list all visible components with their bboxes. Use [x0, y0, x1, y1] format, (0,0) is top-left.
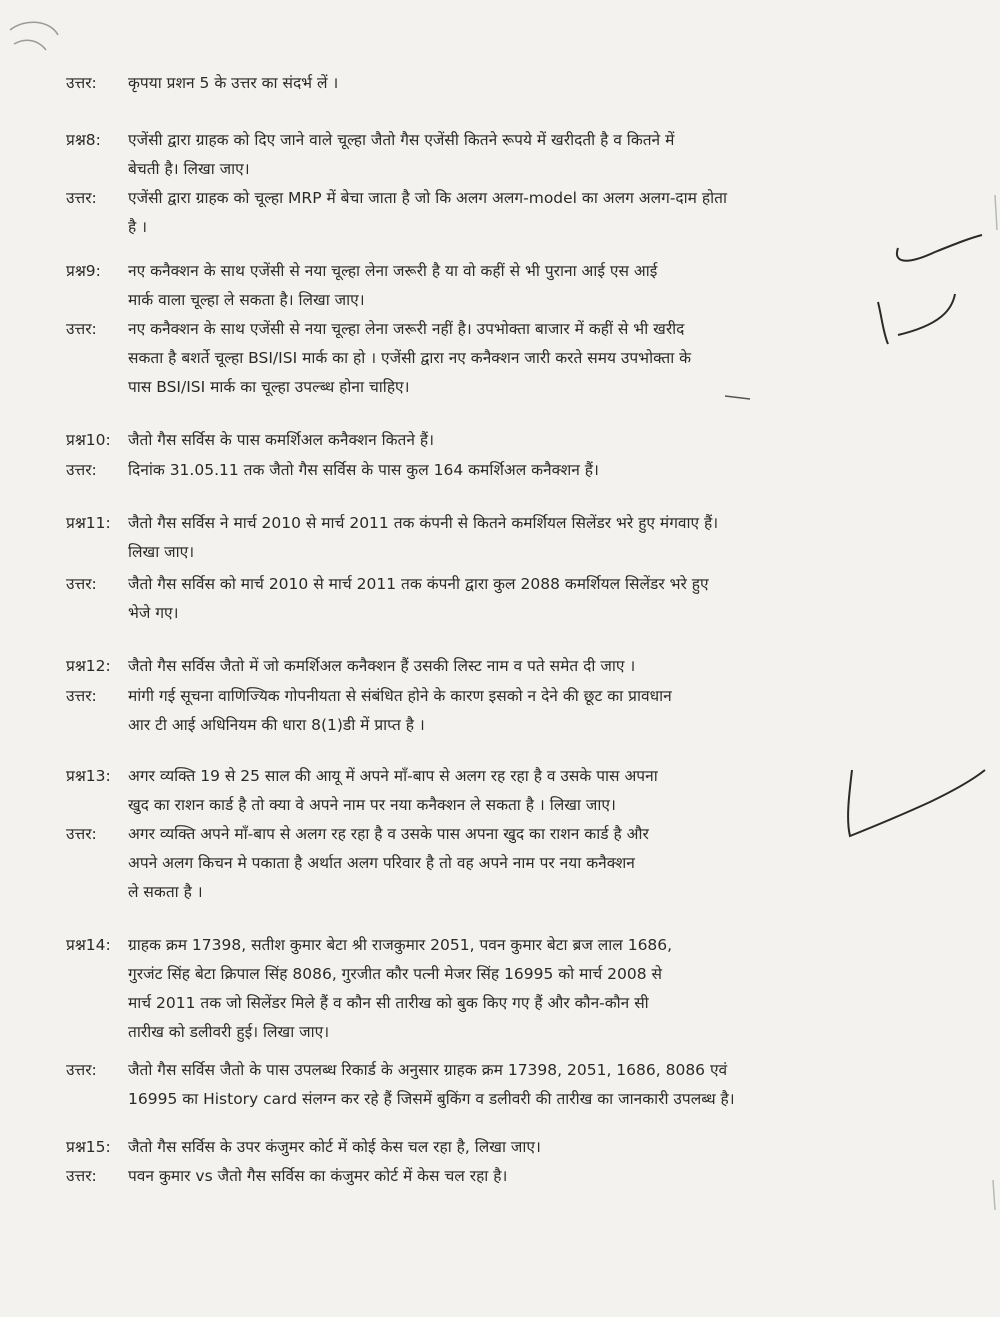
block-label: प्रश्न12:: [66, 657, 111, 675]
block-text: [128, 1162, 914, 1191]
block-label: उत्तर:: [66, 189, 97, 207]
text-line: मांगी गई सूचना वाणिज्यिक गोपनीयता से संबंधित होने के कारण इसको न देने की छूट का प्रावधान: [128, 687, 672, 705]
text-line: मार्क वाला चूल्हा ले सकता है। लिखा जाए।: [128, 291, 365, 309]
block-text: [128, 315, 914, 402]
block-label: प्रश्न11:: [66, 514, 111, 532]
block-label: प्रश्न9:: [66, 262, 101, 280]
text-line: जैतो गैस सर्विस के पास कमर्शिअल कनैक्शन कितने हैं।: [128, 431, 434, 449]
text-line: लिखा जाए।: [128, 543, 195, 561]
block-label: उत्तर:: [66, 1061, 97, 1079]
text-line: मार्च 2011 तक जो सिलेंडर मिले हैं व कौन सी तारीख को बुक किए गए हैं और कौन-कौन सी: [128, 994, 649, 1012]
text-line: नए कनैक्शन के साथ एजेंसी से नया चूल्हा लेना जरूरी नहीं है। उपभोक्ता बाजार में कहीं से भी खरीद: [128, 320, 685, 338]
text-line: जैतो गैस सर्विस ने मार्च 2010 से मार्च 2011 तक कंपनी से कितने कमर्शियल सिलेंडर भरे हुए मंगवाए हैं।: [128, 514, 719, 532]
text-line: ले सकता है ।: [128, 883, 203, 901]
text-line: जैतो गैस सर्विस को मार्च 2010 से मार्च 2011 तक कंपनी द्वारा कुल 2088 कमर्शियल सिलेंडर भरे हुए: [128, 575, 709, 593]
block-text: [128, 184, 914, 242]
block-label: प्रश्न15:: [66, 1138, 111, 1156]
text-line: खुद का राशन कार्ड है तो क्या वे अपने नाम पर नया कनैक्शन ले सकता है । लिखा जाए।: [128, 796, 616, 814]
block-text: [128, 126, 914, 184]
block-label: प्रश्न10:: [66, 431, 111, 449]
text-line: गुरजंट सिंह बेटा क्रिपाल सिंह 8086, गुरजीत कौर पत्नी मेजर सिंह 16995 को मार्च 2008 से: [128, 965, 662, 983]
block-label: प्रश्न13:: [66, 767, 111, 785]
text-line: जैतो गैस सर्विस के उपर कंजुमर कोर्ट में कोई केस चल रहा है, लिखा जाए।: [128, 1138, 541, 1156]
text-line: आर टी आई अधिनियम की धारा 8(1)डी में प्राप्त है ।: [128, 716, 425, 734]
text-line: है ।: [128, 218, 148, 236]
text-line: सकता है बशर्ते चूल्हा BSI/ISI मार्क का हो । एजेंसी द्वारा नए कनैक्शन जारी करते समय उपभोक्ता के: [128, 349, 692, 367]
block-label: प्रश्न8:: [66, 131, 101, 149]
text-line: बेचती है। लिखा जाए।: [128, 160, 250, 178]
block-label: उत्तर:: [66, 825, 97, 843]
block-label: प्रश्न14:: [66, 936, 111, 954]
block-text: [128, 682, 914, 740]
block-text: [128, 69, 914, 98]
text-line: जैतो गैस सर्विस जैतो के पास उपलब्ध रिकार्ड के अनुसार ग्राहक क्रम 17398, 2051, 1686, 8086 एवं: [128, 1061, 728, 1079]
text-line: पास BSI/ISI मार्क का चूल्हा उपल्ब्ध होना चाहिए।: [128, 378, 410, 396]
text-line: नए कनैक्शन के साथ एजेंसी से नया चूल्हा लेना जरूरी है या वो कहीं से भी पुराना आई एस आई: [128, 262, 658, 280]
block-label: उत्तर:: [66, 320, 97, 338]
block-text: [128, 931, 914, 1047]
text-line: एजेंसी द्वारा ग्राहक को चूल्हा MRP में बेचा जाता है जो कि अलग अलग-model का अलग अलग-दाम होता: [128, 189, 727, 207]
block-text: [128, 820, 914, 907]
edge-mark: [993, 195, 997, 1210]
text-line: कृपया प्रशन 5 के उत्तर का संदर्भ लें ।: [128, 74, 339, 92]
text-line: दिनांक 31.05.11 तक जैतो गैस सर्विस के पास कुल 164 कमर्शिअल कनैक्शन हैं।: [128, 461, 599, 479]
corner-scribble: [10, 22, 58, 50]
text-line: 16995 का History card संलग्न कर रहे हैं जिसमें बुकिंग व डलीवरी की तारीख का जानकारी उपलब्ध है।: [128, 1090, 735, 1108]
block-label: उत्तर:: [66, 461, 97, 479]
block-label: उत्तर:: [66, 74, 97, 92]
block-label: उत्तर:: [66, 575, 97, 593]
block-text: [128, 509, 914, 567]
block-text: [128, 456, 914, 485]
block-text: [128, 762, 914, 820]
block-text: [128, 570, 914, 628]
text-line: अगर व्यक्ति 19 से 25 साल की आयू में अपने माँ-बाप से अलग रह रहा है व उसके पास अपना: [128, 767, 658, 785]
block-text: [128, 257, 914, 315]
block-text: [128, 426, 914, 455]
block-text: [128, 1133, 914, 1162]
text-line: जैतो गैस सर्विस जैतो में जो कमर्शिअल कनैक्शन हैं उसकी लिस्ट नाम व पते समेत दी जाए ।: [128, 657, 636, 675]
block-text: [128, 1056, 914, 1114]
text-line: अपने अलग किचन मे पकाता है अर्थात अलग परिवार है तो वह अपने नाम पर नया कनैक्शन: [128, 854, 635, 872]
text-line: तारीख को डलीवरी हुई। लिखा जाए।: [128, 1023, 330, 1041]
text-line: एजेंसी द्वारा ग्राहक को दिए जाने वाले चूल्हा जैतो गैस एजेंसी कितने रूपये में खरीदती है व कितने में: [128, 131, 675, 149]
block-text: [128, 652, 914, 681]
text-line: भेजे गए।: [128, 604, 179, 622]
block-label: उत्तर:: [66, 687, 97, 705]
text-line: ग्राहक क्रम 17398, सतीश कुमार बेटा श्री राजकुमार 2051, पवन कुमार बेटा ब्रज लाल 1686,: [128, 936, 673, 954]
text-line: अगर व्यक्ति अपने माँ-बाप से अलग रह रहा है व उसके पास अपना खुद का राशन कार्ड है और: [128, 825, 649, 843]
block-label: उत्तर:: [66, 1167, 97, 1185]
text-line: पवन कुमार vs जैतो गैस सर्विस का कंजुमर कोर्ट में केस चल रहा है।: [128, 1167, 508, 1185]
